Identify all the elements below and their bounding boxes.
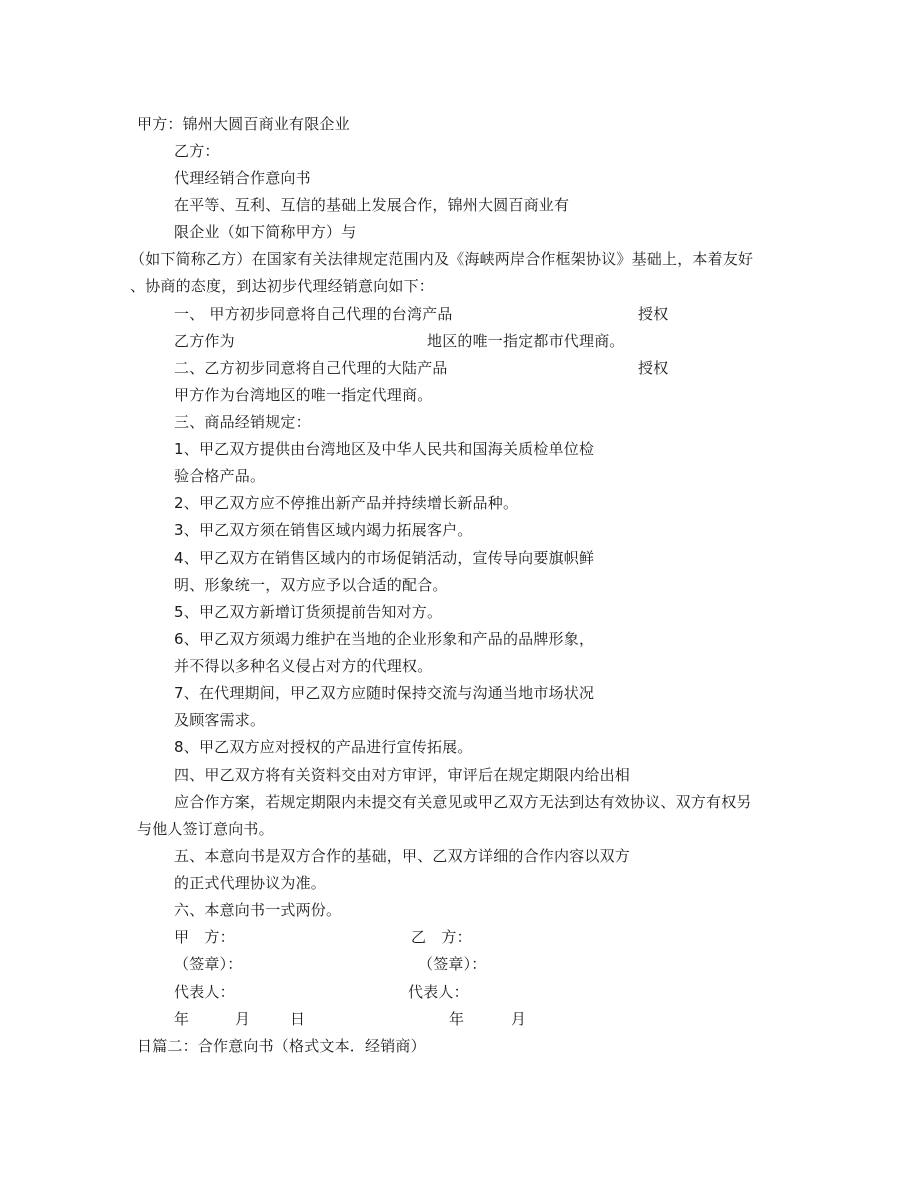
item-8: 8、甲乙双方应对授权的产品进行宣传拓展。 (174, 738, 473, 756)
item-2: 2、甲乙双方应不停推出新产品并持续增长新品种。 (174, 494, 519, 512)
party-a-label: 甲 方： (174, 928, 235, 946)
clause-1-line-2a: 乙方作为 (174, 332, 235, 350)
item-6-line-2: 并不得以多种名义侵占对方的代理权。 (174, 657, 433, 675)
party-a-day-label: 日 (290, 1010, 306, 1028)
party-a-month-label: 月 (235, 1010, 251, 1028)
party-a-representative-label: 代表人： (174, 983, 235, 1001)
clause-5-line-1: 五、本意向书是双方合作的基础，甲、乙双方详细的合作内容以双方 (174, 847, 631, 865)
party-a-header: 甲方：锦州大圆百商业有限企业 (137, 115, 350, 133)
item-3: 3、甲乙双方须在销售区域内竭力拓展客户。 (174, 521, 473, 539)
item-4-line-1: 4、甲乙双方在销售区域内的市场促销活动，宣传导向要旗帜鲜 (174, 549, 595, 567)
clause-2-authorize: 授权 (638, 359, 669, 377)
item-5: 5、甲乙双方新增订货须提前告知对方。 (174, 603, 443, 621)
party-b-month-label: 月 (511, 1010, 527, 1028)
clause-4-line-1: 四、甲乙双方将有关资料交由对方审评，审评后在规定期限内给出相 (174, 766, 631, 784)
clause-4-line-3: 与他人签订意向书。 (137, 820, 274, 838)
intro-line-3: （如下简称乙方）在国家有关法律规定范围内及《海峡两岸合作框架协议》基础上，本着友好 (130, 250, 754, 268)
clause-6: 六、本意向书一式两份。 (174, 901, 342, 919)
item-6-line-1: 6、甲乙双方须竭力维护在当地的企业形象和产品的品牌形象， (174, 630, 595, 648)
item-1-line-2: 验合格产品。 (174, 467, 266, 485)
party-b-seal-label: （签章）： (418, 955, 487, 973)
intro-line-1: 在平等、互利、互信的基础上发展合作，锦州大圆百商业有 (174, 196, 570, 214)
clause-1-authorize: 授权 (638, 305, 669, 323)
next-section-title: 日篇二：合作意向书（格式文本．经销商） (137, 1037, 426, 1055)
party-b-header: 乙方： (174, 142, 220, 160)
party-b-label: 乙 方： (411, 928, 472, 946)
item-4-line-2: 明、形象统一，双方应予以合适的配合。 (174, 576, 448, 594)
clause-5-line-2: 的正式代理协议为准。 (174, 874, 327, 892)
clause-3-heading: 三、商品经销规定： (174, 413, 311, 431)
party-b-year-label: 年 (449, 1010, 465, 1028)
clause-4-line-2: 应合作方案，若规定期限内未提交有关意见或甲乙双方无法到达有效协议、双方有权另 (174, 793, 752, 811)
clause-1-line-2b: 地区的唯一指定都市代理商。 (427, 332, 625, 350)
document-title: 代理经销合作意向书 (174, 169, 311, 187)
item-1-line-1: 1、甲乙双方提供由台湾地区及中华人民共和国海关质检单位检 (174, 440, 595, 458)
clause-1-line-1: 一、 甲方初步同意将自己代理的台湾产品 (174, 305, 453, 323)
intro-line-2: 限企业（如下简称甲方）与 (174, 223, 357, 241)
party-b-representative-label: 代表人： (408, 983, 469, 1001)
item-7-line-1: 7、在代理期间，甲乙双方应随时保持交流与沟通当地市场状况 (174, 684, 595, 702)
party-a-seal-label: （签章）： (174, 955, 243, 973)
clause-2-line-1: 二、乙方初步同意将自己代理的大陆产品 (174, 359, 448, 377)
clause-2-line-2: 甲方作为台湾地区的唯一指定代理商。 (174, 386, 433, 404)
intro-line-4: 、协商的态度，到达初步代理经销意向如下： (130, 277, 435, 295)
item-7-line-2: 及顾客需求。 (174, 711, 266, 729)
party-a-year-label: 年 (174, 1010, 190, 1028)
